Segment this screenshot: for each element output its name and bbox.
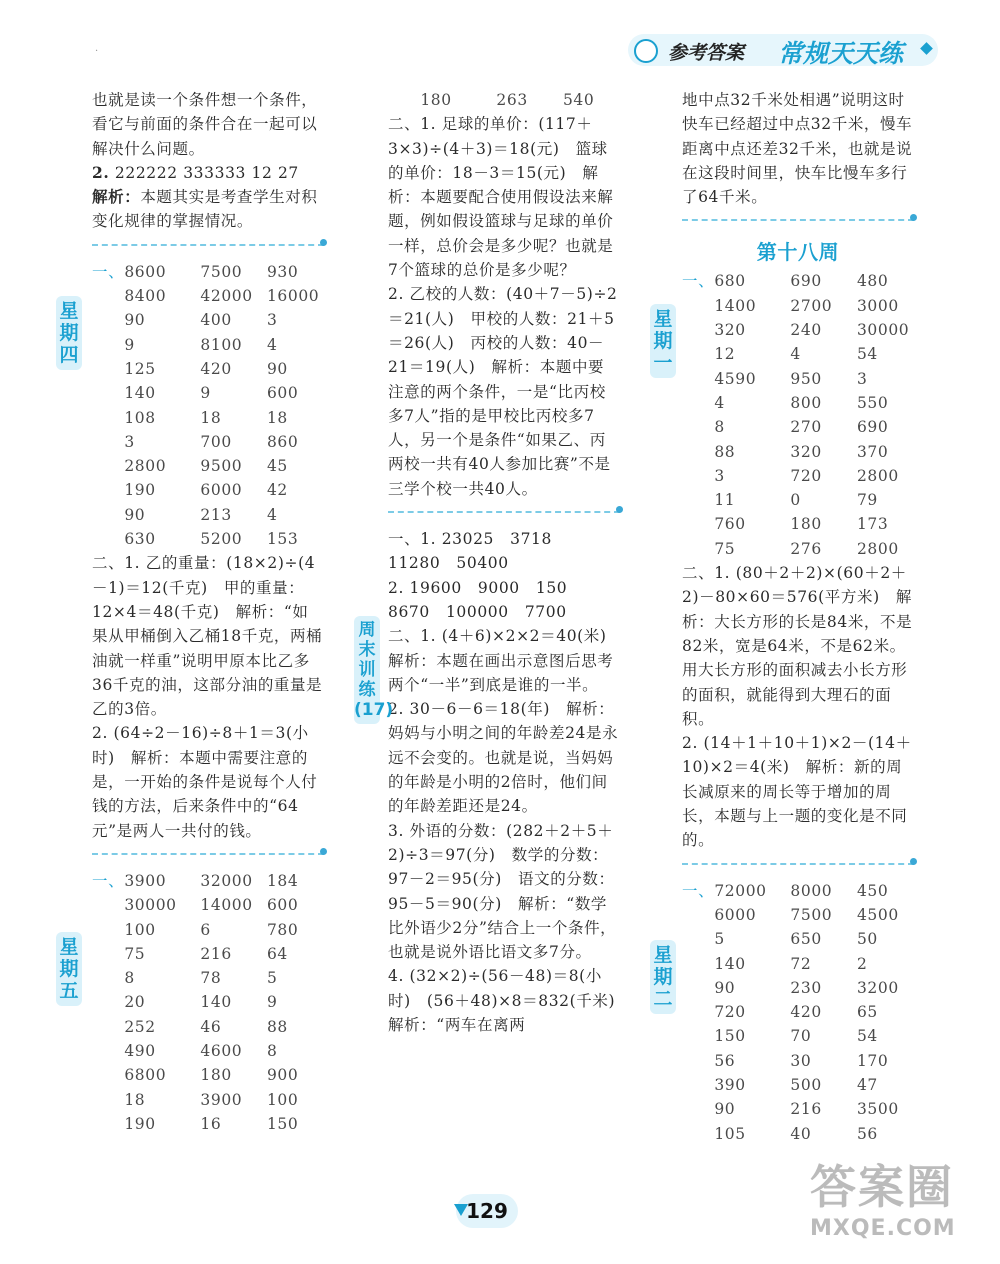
answer-cell: 3900	[124, 871, 167, 890]
answer-row	[682, 391, 914, 415]
answer-cell: 4	[266, 335, 278, 354]
answer-cell: 32000	[200, 871, 253, 890]
page-header	[628, 30, 948, 70]
section-divider	[92, 851, 324, 855]
paragraph: 二、1. (80＋2＋2)×(60＋2＋2)－80×60＝576(平方米) 解析：大长方形的长是84米，不是82米，宽是64米，不是62米。用大长方形的面积减去小长方形的面积，就能得到大理石的面积。	[682, 564, 913, 728]
answer-cell: 500	[790, 1075, 822, 1094]
answer-row	[682, 1073, 914, 1097]
answer-cell: 90	[714, 978, 736, 997]
answer-cell: 3500	[856, 1100, 899, 1119]
answer-cell: 90	[266, 359, 288, 378]
analysis: 解析：本题其实是考查学生对积变化规律的掌握情况。	[92, 187, 318, 231]
paragraph: 2. (64÷2－16)÷8＋1＝3(小时) 解析：本题中需要注意的是，一开始的条件是说每个人付钱的方法，后来条件中的“64元”是两人一共付的钱。	[92, 724, 318, 840]
answer-row	[92, 966, 324, 990]
answer-cell: 2	[856, 954, 868, 973]
header-answers-label: 参考答案	[668, 42, 745, 64]
answer-cell: 184	[266, 871, 299, 890]
answer-cell: 79	[856, 491, 878, 510]
answer-cell	[92, 478, 124, 502]
answer-cell: 108	[124, 408, 156, 427]
answer-cell: 75	[714, 539, 736, 558]
answer-cell: 16	[200, 1114, 222, 1133]
answer-cell: 140	[124, 384, 156, 403]
thursday-label: 星期四	[56, 296, 82, 370]
answer-cell	[92, 284, 124, 308]
answer-cell: 140	[714, 954, 746, 973]
answer-row	[682, 294, 914, 318]
answer-row	[682, 1097, 914, 1121]
answer-cell: 88	[266, 1017, 288, 1036]
answer-row	[92, 527, 324, 551]
header-series-title: 常规天天练	[778, 39, 904, 68]
answer-row	[92, 406, 324, 430]
answer-row	[92, 869, 324, 893]
answer-cell: 54	[856, 345, 878, 364]
answer-cell: 213	[200, 505, 232, 524]
answer-cell: 56	[856, 1124, 878, 1143]
answer-cell	[92, 1015, 124, 1039]
answer-cell: 3	[856, 369, 868, 388]
answer-cell: 一、	[682, 272, 715, 291]
answer-cell: 420	[200, 359, 232, 378]
answer-row	[682, 1024, 914, 1048]
answer-cell: 216	[790, 1100, 822, 1119]
answer-cell: 4590	[714, 369, 757, 388]
answer-row	[92, 308, 324, 332]
answer-cell: 190	[124, 1114, 156, 1133]
answer-cell: 3900	[200, 1090, 243, 1109]
answer-cell: 14000	[200, 896, 253, 915]
answer-cell	[92, 333, 124, 357]
answer-row	[92, 503, 324, 527]
clock-icon	[634, 39, 658, 63]
answer-cell: 2800	[856, 466, 899, 485]
answer-cell: 105	[714, 1124, 746, 1143]
answer-cell: 78	[200, 969, 222, 988]
paragraph: 2. (14＋1＋10＋1)×2－(14＋10)×2＝4(米) 解析：新的周长减原来的周长等于增加的周长，本题与上一题的变化是不同的。	[682, 734, 912, 850]
answer-cell: 216	[200, 944, 232, 963]
answer-cell: 2800	[124, 457, 167, 476]
answer-cell	[682, 318, 714, 342]
answer-cell: 180	[790, 515, 822, 534]
answer-cell	[92, 1088, 124, 1112]
answer-cell: 3	[124, 432, 135, 451]
answer-cell: 180	[200, 1066, 232, 1085]
answer-cell: 一、	[682, 881, 715, 900]
answer-row	[682, 537, 914, 561]
answer-cell: 64	[266, 944, 288, 963]
answer-cell: 18	[124, 1090, 146, 1109]
answer-row	[92, 381, 324, 405]
answer-cell: 690	[790, 272, 822, 291]
answer-cell: 7500	[200, 262, 243, 281]
answer-cell	[682, 1073, 714, 1097]
answer-row	[682, 464, 914, 488]
answer-cell: 7500	[790, 905, 833, 924]
answer-cell: 8	[714, 418, 725, 437]
answer-cell: 56	[714, 1051, 736, 1070]
answer-cell: 42000	[200, 287, 253, 306]
answer-cell: 170	[856, 1051, 889, 1070]
answer-row	[92, 454, 324, 478]
answer-cell	[682, 976, 714, 1000]
monday-label: 星期一	[650, 304, 676, 378]
answer-cell	[92, 357, 124, 381]
answer-cell: 一、	[92, 262, 125, 281]
answer-cell: 900	[266, 1066, 299, 1085]
paragraph: 2. 乙校的人数：(40＋7－5)÷2＝21(人) 甲校的人数：21＋5＝26(人) 丙校的人数：40－21＝19(人) 解析：本题中要注意的两个条件，一是“比丙校多7人”指的是甲校比丙校多7人，另一个是条件“如果乙、丙两校一共有40人参加比赛”不是三学个校一共40人。	[388, 285, 618, 498]
answer-cell: 930	[266, 262, 299, 281]
answer-cell: 90	[714, 1100, 736, 1119]
answer-cell	[682, 464, 714, 488]
answer-cell: 270	[790, 418, 822, 437]
answer-cell: 4500	[856, 905, 899, 924]
answer-cell: 30000	[124, 896, 177, 915]
paragraph: 也就是读一个条件想一个条件，看它与前面的条件合在一起可以解决什么问题。	[92, 91, 318, 158]
answer-cell	[682, 1122, 714, 1146]
answer-cell: 42	[266, 481, 288, 500]
answer-cell	[92, 918, 124, 942]
answer-cell: 800	[790, 393, 822, 412]
section-divider	[388, 509, 620, 513]
answer-cell: 9500	[200, 457, 243, 476]
answer-cell: 720	[714, 1003, 746, 1022]
page-number: 129	[456, 1194, 518, 1228]
answer-cell: 420	[790, 1003, 822, 1022]
answer-cell: 0	[790, 491, 801, 510]
answer-row: 180 263 540	[420, 91, 595, 109]
answer-cell	[682, 440, 714, 464]
thursday-answer-table	[92, 260, 324, 552]
answer-row	[682, 488, 914, 512]
answer-cell: 70	[790, 1027, 812, 1046]
answer-cell: 100	[266, 1090, 299, 1109]
answer-cell: 600	[266, 896, 299, 915]
answer-row	[92, 1015, 324, 1039]
answer-cell	[682, 342, 714, 366]
answer-cell: 40	[790, 1124, 812, 1143]
weekend-training-label: 周末训练(17)	[354, 616, 380, 724]
answer-row	[92, 260, 324, 284]
paragraph: 4. (32×2)÷(56－48)＝8(小时) (56＋48)×8＝832(千米) 解析：“两车在离两	[388, 967, 632, 1034]
column-3	[682, 88, 914, 1146]
answer-row	[92, 478, 324, 502]
answer-cell: 8600	[124, 262, 167, 281]
answer-cell: 650	[790, 930, 822, 949]
paragraph: 二、1. (4＋6)×2×2＝40(米) 解析：本题在画出示意图后思考两个“一半”到底是谁的一半。	[388, 627, 623, 694]
answer-cell	[92, 454, 124, 478]
answer-cell: 252	[124, 1017, 156, 1036]
answer-row	[682, 512, 914, 536]
answer-cell: 8100	[200, 335, 243, 354]
answer-cell: 3200	[856, 978, 899, 997]
paragraph: 一、1. 23025 3718 11280 50400	[388, 530, 569, 573]
answer-row	[92, 918, 324, 942]
answer-cell	[92, 503, 124, 527]
answer-cell: 100	[124, 920, 156, 939]
answer-row	[92, 357, 324, 381]
answer-cell: 1400	[714, 296, 757, 315]
answer-cell: 一、	[92, 871, 125, 890]
answer-cell: 950	[790, 369, 822, 388]
paragraph: 2. 19600 9000 150 8670 100000 7700	[388, 578, 584, 621]
answer-row	[682, 269, 914, 293]
answer-row	[92, 333, 324, 357]
margin-mark: ·	[95, 46, 99, 57]
answer-cell: 450	[856, 881, 889, 900]
answer-cell	[92, 990, 124, 1014]
answer-cell	[682, 1049, 714, 1073]
answer-cell: 6	[200, 920, 211, 939]
answer-row	[92, 284, 324, 308]
answer-row	[92, 1112, 324, 1136]
answer-row	[92, 1063, 324, 1087]
answer-cell: 276	[790, 539, 822, 558]
answer-cell: 700	[200, 432, 232, 451]
answer-cell: 400	[200, 311, 232, 330]
answer-row	[92, 1039, 324, 1063]
answer-cell: 150	[266, 1114, 299, 1133]
answer-cell: 4	[266, 505, 278, 524]
tuesday-label: 星期二	[650, 940, 676, 1014]
answer-cell	[682, 488, 714, 512]
answer-cell: 680	[714, 272, 746, 291]
answer-row	[92, 893, 324, 917]
answer-row	[682, 440, 914, 464]
tuesday-answer-table	[682, 879, 914, 1146]
answer-cell: 88	[714, 442, 736, 461]
answer-cell	[92, 406, 124, 430]
answer-cell	[92, 308, 124, 332]
answer-cell: 45	[266, 457, 288, 476]
answer-cell: 320	[790, 442, 822, 461]
answer-cell: 65	[856, 1003, 878, 1022]
week-heading: 第十八周	[756, 240, 840, 265]
answer-row	[682, 903, 914, 927]
answer-cell: 490	[124, 1041, 156, 1060]
answer-cell	[92, 966, 124, 990]
column-2	[388, 88, 632, 1037]
answer-cell: 860	[266, 432, 299, 451]
answer-cell	[682, 512, 714, 536]
answer-row	[682, 1122, 914, 1146]
column-1	[92, 88, 324, 1136]
answer-row	[92, 942, 324, 966]
answer-cell: 90	[124, 311, 146, 330]
answer-cell: 630	[124, 530, 156, 549]
pointer-icon	[454, 1204, 468, 1216]
answer-cell: 75	[124, 944, 146, 963]
section-divider	[92, 242, 324, 246]
answer-row	[682, 1049, 914, 1073]
answer-cell	[92, 893, 124, 917]
answer-cell: 390	[714, 1075, 746, 1094]
answer-cell: 550	[856, 393, 889, 412]
answer-cell	[682, 391, 714, 415]
answer-cell: 760	[714, 515, 746, 534]
answer-cell: 780	[266, 920, 299, 939]
answer-row	[682, 415, 914, 439]
answer-cell: 153	[266, 530, 299, 549]
answer-cell: 8400	[124, 287, 167, 306]
paragraph: 二、1. 足球的单价：(117＋3×3)÷(4＋3)＝18(元) 篮球的单价：18－3＝15(元) 解析：本题要配合使用假设法来解题，例如假设篮球与足球的单价一样，总价会是多少呢？也就是7个篮球的总价是多少呢？	[388, 115, 614, 280]
answer-cell	[682, 537, 714, 561]
answer-cell: 18	[200, 408, 222, 427]
answer-cell: 5	[714, 930, 725, 949]
answer-row	[682, 927, 914, 951]
answer-cell	[682, 415, 714, 439]
answer-cell	[92, 1063, 124, 1087]
answer-cell: 6000	[714, 905, 757, 924]
answer-cell: 9	[266, 993, 278, 1012]
answer-cell: 54	[856, 1027, 878, 1046]
answer-row	[682, 367, 914, 391]
answer-cell	[92, 1039, 124, 1063]
answer-cell: 72	[790, 954, 812, 973]
answer-cell: 8	[266, 1041, 278, 1060]
answer-cell: 173	[856, 515, 889, 534]
answer-cell: 690	[856, 418, 889, 437]
answer-cell	[682, 294, 714, 318]
answer-cell: 2700	[790, 296, 833, 315]
answer-cell	[682, 1097, 714, 1121]
answer-cell: 3	[266, 311, 278, 330]
answer-cell: 2800	[856, 539, 899, 558]
answer-cell: 480	[856, 272, 889, 291]
answer-line: 2. 222222 333333 12 27	[92, 162, 299, 182]
answer-row	[682, 342, 914, 366]
answer-row	[682, 976, 914, 1000]
paragraph: 2. 30－6－6＝18(年) 解析：妈妈与小明之间的年龄差24是永远不会变的。也就是说，当妈妈的年龄是小明的2倍时，他们间的年龄差距还是24。	[388, 700, 619, 816]
watermark: 答案圈 MXQE.COM	[810, 1160, 956, 1241]
answer-cell: 4600	[200, 1041, 243, 1060]
answer-cell	[92, 1112, 124, 1136]
answer-cell: 3	[714, 466, 725, 485]
answer-cell: 5	[266, 969, 278, 988]
answer-cell: 6000	[200, 481, 243, 500]
answer-cell: 320	[714, 321, 746, 340]
answer-cell: 46	[200, 1017, 222, 1036]
answer-cell	[682, 952, 714, 976]
answer-cell: 5200	[200, 530, 243, 549]
answer-row	[682, 952, 914, 976]
answer-cell	[92, 527, 124, 551]
answer-cell: 3000	[856, 296, 899, 315]
answer-cell: 72000	[714, 881, 767, 900]
answer-cell: 47	[856, 1075, 878, 1094]
answer-cell: 150	[714, 1027, 746, 1046]
paragraph: 地中点32千米处相遇”说明这时快车已经超过中点32千米，慢车距离中点还差32千米，也就是说在这段时间里，快车比慢车多行了64千米。	[682, 91, 913, 207]
answer-cell: 125	[124, 359, 156, 378]
friday-answer-table	[92, 869, 324, 1136]
answer-cell	[92, 381, 124, 405]
monday-answer-table	[682, 269, 914, 561]
answer-cell: 8	[124, 969, 135, 988]
answer-cell: 16000	[266, 287, 320, 306]
answer-row	[92, 1088, 324, 1112]
answer-cell: 230	[790, 978, 822, 997]
answer-row	[92, 990, 324, 1014]
answer-cell	[682, 1000, 714, 1024]
friday-label: 星期五	[56, 932, 82, 1006]
answer-cell: 240	[790, 321, 822, 340]
answer-cell: 9	[200, 384, 211, 403]
answer-cell	[92, 942, 124, 966]
section-divider	[682, 217, 914, 221]
answer-cell: 11	[714, 491, 736, 510]
answer-cell: 370	[856, 442, 889, 461]
paragraph: 二、1. 乙的重量：(18×2)÷(4－1)＝12(千克) 甲的重量：12×4＝48(千克) 解析：“如果从甲桶倒入乙桶18千克，两桶油就一样重”说明甲原本比乙多36千克的油，这部分油的重量是乙的3倍。	[92, 554, 323, 719]
answer-cell: 50	[856, 930, 878, 949]
answer-cell: 140	[200, 993, 232, 1012]
answer-cell	[682, 903, 714, 927]
answer-cell: 18	[266, 408, 288, 427]
answer-cell	[682, 927, 714, 951]
answer-row	[682, 879, 914, 903]
answer-cell: 190	[124, 481, 156, 500]
answer-cell: 720	[790, 466, 822, 485]
answer-cell: 8000	[790, 881, 833, 900]
answer-row	[92, 430, 324, 454]
answer-cell: 4	[714, 393, 725, 412]
answer-cell	[682, 367, 714, 391]
answer-cell: 30000	[856, 321, 910, 340]
answer-cell	[682, 1024, 714, 1048]
answer-cell: 90	[124, 505, 146, 524]
section-divider	[682, 861, 914, 865]
answer-cell: 30	[790, 1051, 812, 1070]
answer-cell: 20	[124, 993, 146, 1012]
answer-cell: 600	[266, 384, 299, 403]
answer-cell: 6800	[124, 1066, 167, 1085]
answer-row	[682, 318, 914, 342]
answer-cell: 9	[124, 335, 135, 354]
answer-cell: 4	[790, 345, 801, 364]
answer-row	[682, 1000, 914, 1024]
paragraph: 3. 外语的分数：(282＋2＋5＋2)÷3＝97(分) 数学的分数：97－2＝95(分) 语文的分数：95－5＝90(分) 解析：“数学比外语少2分”结合上一个条件，也就是说外语比语文多7分。	[388, 821, 617, 962]
answer-cell	[92, 430, 124, 454]
answer-cell: 12	[714, 345, 736, 364]
